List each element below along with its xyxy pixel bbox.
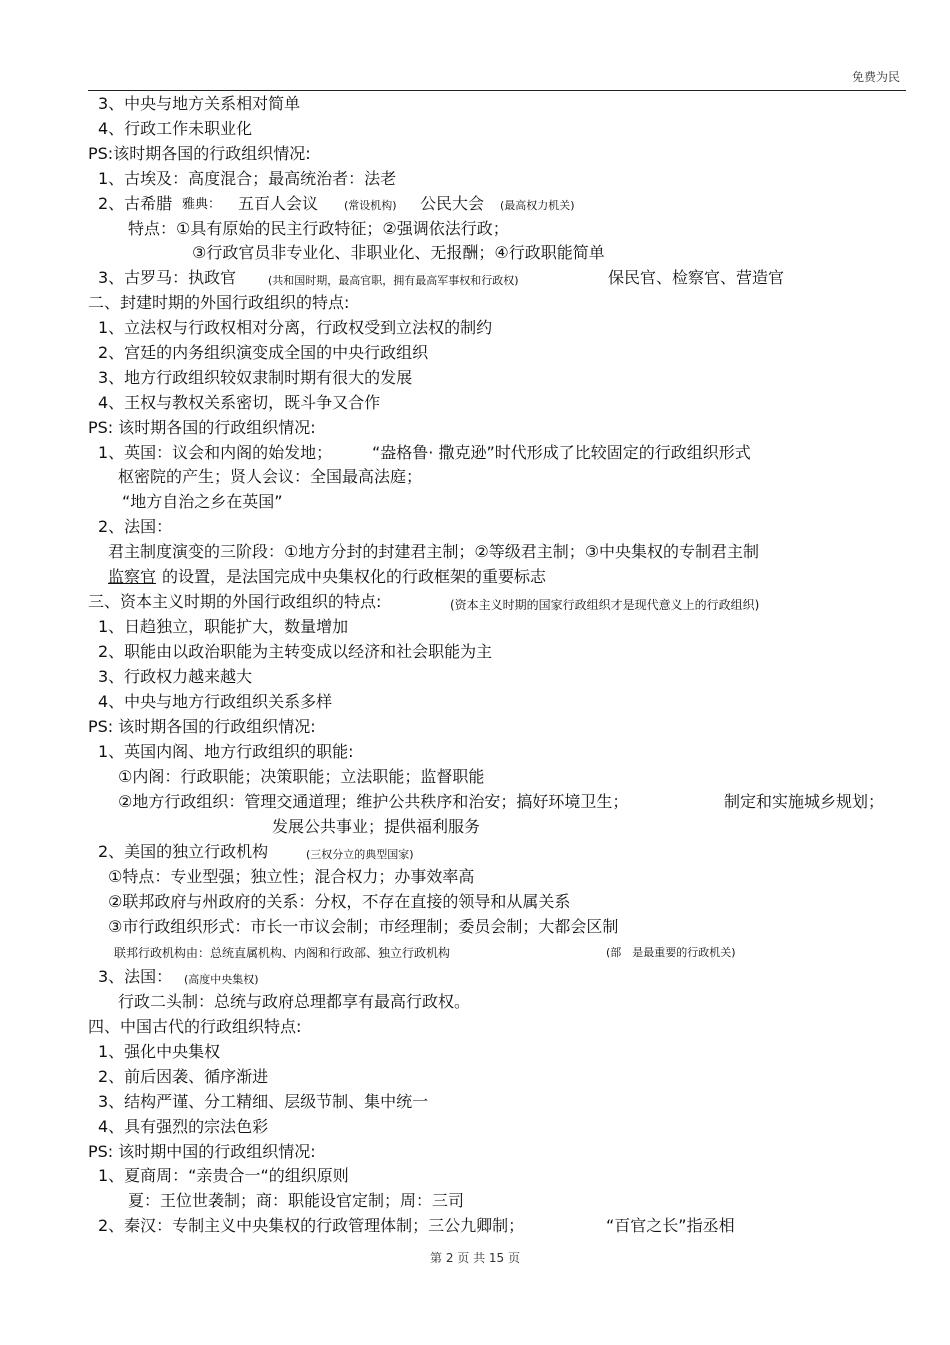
text-line: ①内阁：行政职能；决策职能；立法职能；监督职能 [118,767,485,786]
text-line: 发展公共事业；提供福利服务 [272,817,481,836]
text-note: 联邦行政机构由：总统直属机构、内阁和行政部、独立行政机构 [114,946,451,960]
text-line: ③行政官员非专业化、非职业化、无报酬；④行政职能简单 [192,243,605,262]
text-line: 4、王权与教权关系密切，既斗争又合作 [98,393,381,412]
text-line: 1、强化中央集权 [98,1042,221,1061]
text-line: 制定和实施城乡规划； [724,792,885,811]
text-line: 1、古埃及：高度混合；最高统治者：法老 [98,169,397,188]
text-line: 4、具有强烈的宗法色彩 [98,1117,269,1136]
text-line: 枢密院的产生；贤人会议：全国最高法庭； [118,467,423,486]
text-line: 保民官、检察官、营造官 [608,268,785,287]
text-line: 2、古希腊 [98,194,173,213]
text-line: PS: 该时期各国的行政组织情况: [88,717,316,736]
text-line: 2、宫廷的内务组织演变成全国的中央行政组织 [98,343,429,362]
text-line: “百官之长”指丞相 [606,1216,735,1235]
text-line: 特点：①具有原始的民主行政特征；②强调依法行政； [128,219,509,238]
text-line: 夏：王位世袭制；商：职能设官定制；周：三司 [128,1191,465,1210]
text-line: 1、英国：议会和内阁的始发地； [98,443,333,462]
text-note: (高度中央集权) [184,973,259,986]
text-line-underlined: 监察官 [108,567,157,586]
page-footer: 第 2 页 共 15 页 [430,1251,520,1265]
text-line: “盎格鲁· 撒克逊”时代形成了比较固定的行政组织形式 [372,443,751,462]
header-rule [88,90,906,91]
page-header-text: 免费为民 [851,70,900,84]
text-line: 公民大会 [420,194,485,213]
text-line: 五百人会议 [238,194,319,213]
text-line: PS:该时期各国的行政组织情况: [88,144,311,163]
text-line: 行政二头制：总统与政府总理都享有最高行政权。 [118,992,471,1011]
text-line: ①特点：专业型强；独立性；混合权力；办事效率高 [108,867,475,886]
text-line: 1、夏商周：“亲贵合一“的组织原则 [98,1166,349,1185]
text-line: 雅典： [182,197,222,212]
text-line: 3、中央与地方关系相对简单 [98,94,301,113]
text-line: 2、美国的独立行政机构 [98,842,269,861]
text-note: (常设机构) [344,199,397,212]
text-note: (部 是最重要的行政机关) [606,946,736,959]
text-line: 2、秦汉：专制主义中央集权的行政管理体制；三公九卿制； [98,1216,525,1235]
text-line: 2、职能由以政治职能为主转变成以经济和社会职能为主 [98,642,493,661]
text-line: 1、日趋独立，职能扩大，数量增加 [98,617,349,636]
text-line: 3、结构严谨、分工精细、层级节制、集中统一 [98,1092,429,1111]
text-line: 二、封建时期的外国行政组织的特点: [88,293,350,312]
text-line: “地方自治之乡在英国” [122,492,283,511]
text-line: 3、古罗马：执政官 [98,268,237,287]
text-line: 3、法国： [98,967,173,986]
text-line: 1、立法权与行政权相对分离，行政权受到立法权的制约 [98,318,493,337]
text-line: ②联邦政府与州政府的关系：分权，不存在直接的领导和从属关系 [108,892,571,911]
text-line: 1、英国内阁、地方行政组织的职能: [98,742,354,761]
text-line: 的设置，是法国完成中央集权化的行政框架的重要标志 [162,567,547,586]
text-line: 3、行政权力越来越大 [98,667,253,686]
text-line: 4、行政工作未职业化 [98,119,253,138]
text-line: 君主制度演变的三阶段：①地方分封的封建君主制；②等级君主制；③中央集权的专制君主制 [108,542,760,561]
text-line: 3、地方行政组织较奴隶制时期有很大的发展 [98,368,413,387]
text-line: PS: 该时期中国的行政组织情况: [88,1142,316,1161]
text-line: ③市行政组织形式：市长一市议会制；市经理制；委员会制；大都会区制 [108,917,619,936]
text-line: ②地方行政组织：管理交通道理；维护公共秩序和治安；搞好环境卫生； [118,792,629,811]
text-note: (资本主义时期的国家行政组织才是现代意义上的行政组织) [450,598,760,612]
text-note: (共和国时期，最高官职，拥有最高军事权和行政权) [268,274,519,287]
text-line: 4、中央与地方行政组织关系多样 [98,692,333,711]
text-line: 2、前后因袭、循序渐进 [98,1067,269,1086]
section-heading: 四、中国古代的行政组织特点: [88,1017,302,1036]
text-note: (三权分立的典型国家) [306,848,414,861]
text-note: (最高权力机关) [500,199,575,212]
text-line: 2、法国： [98,517,173,536]
section-heading: 三、资本主义时期的外国行政组织的特点: [88,592,382,611]
text-line: PS: 该时期各国的行政组织情况: [88,418,316,437]
